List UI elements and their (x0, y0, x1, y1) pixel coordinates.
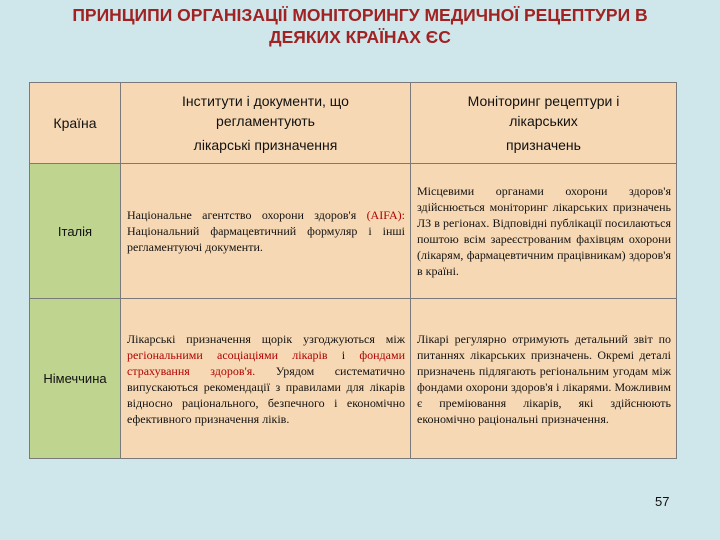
header-monitoring-line-2: лікарських (509, 113, 578, 129)
institutions-cell (121, 299, 411, 459)
header-country-label: Країна (53, 115, 97, 131)
title-line-2: ДЕЯКИХ КРАЇНАХ ЄС (269, 27, 451, 47)
institutions-highlight: фондами страхування здоров'я. (127, 347, 405, 378)
header-row (30, 83, 677, 164)
header-monitoring-line-1: Моніторинг рецептури і (467, 93, 620, 109)
title-line-1: ПРИНЦИПИ ОРГАНІЗАЦІЇ МОНІТОРИНГУ МЕДИЧНОЇ РЕЦЕПТУРИ В (72, 5, 648, 25)
page-number: 57 (655, 494, 670, 509)
country-cell: Італія (30, 164, 121, 299)
header-institutions (121, 83, 411, 164)
header-institutions-line-1: Інститути і документи, що (182, 93, 349, 109)
header-institutions-line-3: лікарські призначення (193, 137, 338, 153)
institutions-highlight: регіональними асоціаціями лікарів (127, 347, 328, 362)
table-row (30, 299, 677, 459)
institutions-highlight: (AIFA): (366, 208, 405, 222)
monitoring-cell: Лікарі регулярно отримують детальний звіт по питаннях лікарських призначень. Окремі деталі призначень підлягають регіональним угодам між фондами охорони здоров'я і лікарями. Можливим є преміювання лікарів, які здійснюють економічно раціональні призначення. (411, 299, 677, 459)
institutions-text: Національне агентство охорони здоров'я (127, 208, 367, 222)
institutions-cell (121, 164, 411, 299)
institutions-text: Лікарські призначення щорік узгоджуються між (127, 331, 405, 346)
header-monitoring (411, 83, 677, 164)
country-cell: Німеччина (30, 299, 121, 459)
comparison-table (29, 82, 677, 459)
header-monitoring-line-3: призначень (506, 137, 581, 153)
institutions-text: і (327, 347, 360, 362)
header-country (30, 83, 121, 164)
institutions-text: Національний фармацевтичний формуляр і інші регламентуючі документи. (127, 224, 405, 254)
monitoring-cell: Місцевими органами охорони здоров'я здійснюється моніторинг лікарських призначень ЛЗ в регіонах. Відповідні публікації посилаються поштою всім зареєстрованим фахівцям охорони (лікарям, фармацевтичним працівникам) здоров'я в країні. (411, 164, 677, 299)
institutions-text: Урядом систематично випускаються рекомендації з правилами для лікарів відносно раціонального, безпечного і економічно ефективного призначення ліків. (127, 363, 405, 426)
page-title (0, 4, 720, 48)
table-row (30, 164, 677, 299)
header-institutions-line-2: регламентують (216, 113, 315, 129)
